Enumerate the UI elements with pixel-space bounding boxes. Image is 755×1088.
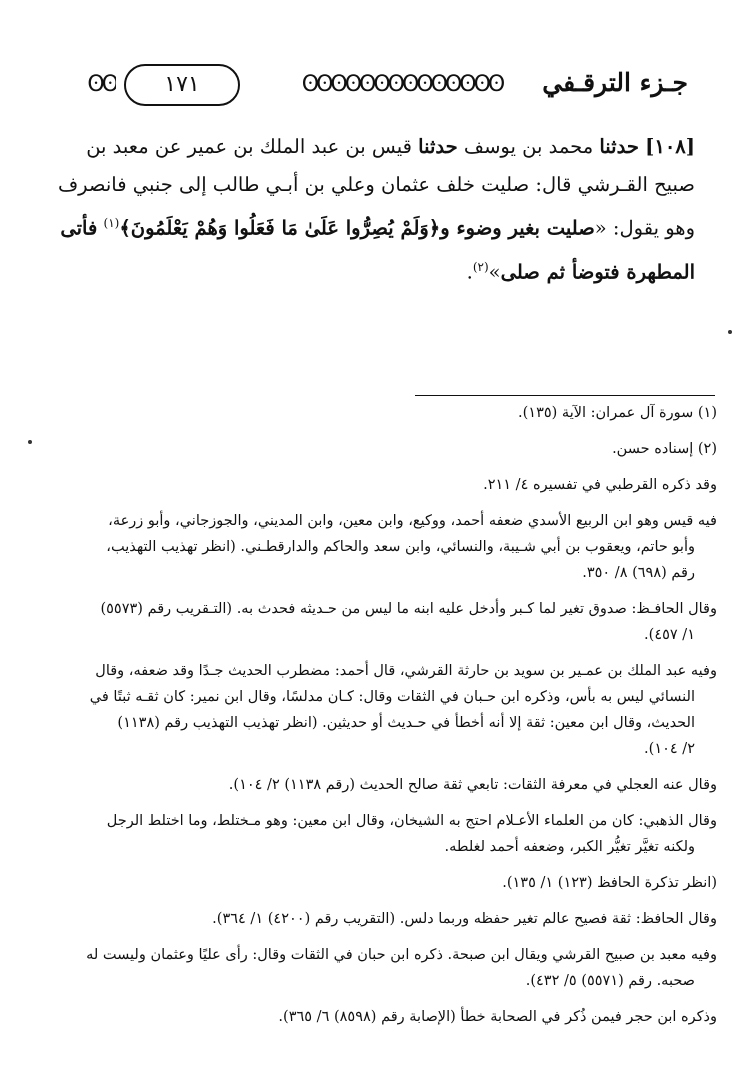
footnote-line: وأبو حاتم، ويعقوب بن أبي شـيبة، والنسائي، وابن سعد والحاكم والدارقطـني. (انظر تهذيب التهذيب، (106, 539, 695, 555)
matn-bold: فأتى (60, 216, 98, 240)
footnote-line: النسائي ليس به بأس، وذكره ابن حـبان في الثقات وقال: كـان مدلسًا، وقال ابن نمير: كان ثقـه ثبتًا في (89, 689, 695, 705)
hadith-number: [١٠٨] (645, 135, 695, 158)
hadith-line (55, 128, 695, 166)
footnotes (37, 400, 717, 1040)
footnote-para: وقال الحافظ: ثقة فصيح عالم تغير حفظه وربما دلس. (التقريب رقم (٤٢٠٠) ١/ ٣٦٤). (212, 911, 717, 927)
footnote-ref: (١) (103, 216, 120, 230)
header-ornament-left: ʘʘ (87, 72, 116, 97)
footnote-line: وفيه معبد بن صبيح القرشي ويقال ابن صبحة. ذكره ابن حبان في الثقات وقال: رأى عليًا وعثمان وليست له (86, 947, 717, 963)
part-title: جـزء الترقـفي (542, 68, 688, 97)
footnote-para (37, 596, 717, 648)
footnote-separator (415, 395, 715, 396)
narrator-chain: قيس بن عبد الملك بن عمير عن معبد بن (86, 135, 412, 158)
matn-bold: صليت بغير وضوء و (440, 216, 595, 240)
footnote-para: وقد ذكره القرطبي في تفسيره ٤/ ٢١١. (483, 477, 717, 493)
quote-close: » (488, 260, 501, 283)
scan-speck (728, 330, 732, 334)
hadith-line: صبيح القـرشي قال: صليت خلف عثمان وعلي بن أبـي طالب إلى جنبي فانصرف (57, 173, 695, 196)
quran-verse: ﴿وَلَمْ يُصِرُّوا عَلَىٰ مَا فَعَلُوا وَهُمْ يَعْلَمُونَ﴾ (119, 216, 441, 240)
header-ornament: ʘʘʘʘʘʘʘʘʘʘʘʘʘʘ (301, 72, 503, 97)
footnote-line: ١/ ٤٥٧). (644, 627, 695, 643)
footnote-para (37, 658, 717, 762)
narration-word: حدثنا (418, 135, 458, 158)
footnote-1: (١) سورة آل عمران: الآية (١٣٥). (518, 405, 717, 421)
footnote-line: ٢/ ١٠٤). (644, 741, 695, 757)
footnote-line: رقم (٦٩٨) ٨/ ٣٥٠. (582, 565, 695, 581)
footnote-ref: (٢) (472, 259, 489, 274)
footnote-line: صحبه. رقم (٥٥٧١) ٥/ ٤٣٢). (525, 973, 695, 989)
hadith-text (55, 128, 695, 291)
footnote-line: وقال الذهبي: كان من العلماء الأعـلام احتج به الشيخان، وقال ابن معين: وهو مـختلط، وما اختلط الرجل (106, 813, 717, 829)
hadith-text-part: وهو يقول: « (594, 216, 695, 240)
scan-speck (28, 440, 32, 444)
narration-word: حدثنا (599, 135, 639, 158)
period: . (466, 260, 473, 283)
footnote-line: وقال الحافـظ: صدوق تغير لما كـبر وأدخل عليه ابنه ما ليس من حـديثه فحدث به. (التـقريب رقم (٥٥٧٣) (100, 601, 717, 617)
hadith-line (55, 204, 695, 248)
footnote-para (37, 942, 717, 994)
footnote-para: (انظر تذكرة الحافظ (١٢٣) ١/ ١٣٥). (502, 875, 717, 891)
page-header (66, 62, 688, 112)
footnote-line: فيه قيس وهو ابن الربيع الأسدي ضعفه أحمد، ووكيع، وابن معين، وابن المديني، والجوزجاني، وأبو زرعة، (108, 513, 717, 529)
footnote-2: (٢) إسناده حسن. (612, 441, 717, 457)
hadith-line (55, 248, 695, 292)
footnote-line: الحديث، وقال ابن معين: ثقة إلا أنه أخطأ في حـديث أو حديثين. (انظر تهذيب التهذيب رقم (١١٣٨) (117, 715, 695, 731)
footnote-para: وقال عنه العجلي في معرفة الثقات: تابعي ثقة صالح الحديث (رقم ١١٣٨) ٢/ ١٠٤). (228, 777, 717, 793)
footnote-line: وفيه عبد الملك بن عمـير بن سويد بن حارثة القرشي، قال أحمد: مضطرب الحديث جـدًا وقد ضعفه، وقال (95, 663, 717, 679)
footnote-para: وذكره ابن حجر فيمن ذُكر في الصحابة خطأ (الإصابة رقم (٨٥٩٨) ٦/ ٣٦٥). (278, 1009, 717, 1025)
matn-bold: المطهرة فتوضأ ثم صلى (500, 260, 695, 283)
footnote-para (37, 808, 717, 860)
narrator-name: محمد بن يوسف (463, 135, 594, 158)
footnote-line: ولكنه تغيَّر تغيُّر الكبر، وضعفه أحمد لغلطه. (444, 839, 695, 855)
footnote-para (37, 508, 717, 586)
page-number: ١٧١ (124, 64, 240, 106)
